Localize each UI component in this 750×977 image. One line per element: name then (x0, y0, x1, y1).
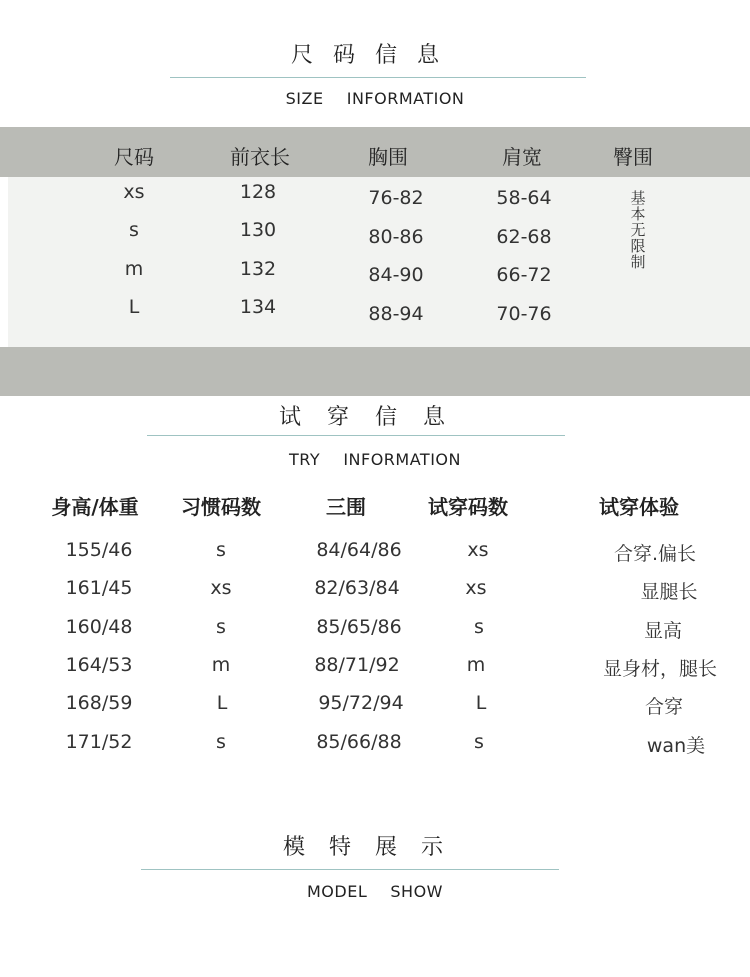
try-header-height-weight: 身高/体重 (51, 495, 139, 519)
hip-note-char: 基 (630, 189, 646, 207)
try-row-feel: 显腿长 (640, 581, 698, 603)
size-row-size: m (124, 258, 144, 280)
size-row-shoulder: 66-72 (496, 264, 552, 286)
size-section-subtitle: SIZE INFORMATION (285, 89, 465, 108)
try-row-try: L (475, 692, 487, 714)
try-row-try: xs (467, 539, 489, 561)
try-row-hw: 161/45 (65, 577, 133, 599)
try-row-habit: s (216, 539, 226, 561)
try-row-habit: s (216, 731, 226, 753)
try-row-hw: 155/46 (65, 539, 133, 561)
try-row-feel: 显身材，腿长 (602, 658, 718, 680)
try-header-experience: 试穿体验 (599, 495, 679, 519)
try-row-habit: s (216, 616, 226, 638)
size-row-chest: 76-82 (368, 187, 424, 209)
hip-note-char: 本 (630, 205, 646, 223)
try-row-feel: 显高 (643, 620, 683, 642)
try-section-subtitle: TRY INFORMATION (289, 450, 461, 469)
model-title-divider (141, 869, 559, 870)
try-row-measure: 82/63/84 (314, 577, 400, 599)
size-section-title: 尺码信息 (290, 43, 459, 68)
try-title-divider (147, 435, 565, 436)
size-row-size: s (129, 219, 139, 241)
size-row-size: L (128, 296, 140, 318)
try-row-feel: wan美 (646, 735, 706, 757)
size-table-footer-band (0, 347, 750, 396)
size-header-hip: 臀围 (613, 145, 653, 169)
size-row-shoulder: 62-68 (496, 226, 552, 248)
size-row-length: 128 (239, 181, 277, 203)
try-row-measure: 85/66/88 (316, 731, 402, 753)
try-row-habit: m (211, 654, 231, 676)
try-row-measure: 88/71/92 (314, 654, 400, 676)
size-row-size: xs (123, 181, 145, 203)
model-section-subtitle: MODEL SHOW (306, 882, 443, 901)
hip-no-limit-note (628, 190, 648, 270)
try-header-tried-size: 试穿码数 (428, 495, 508, 519)
size-row-chest: 84-90 (368, 264, 424, 286)
size-row-chest: 88-94 (368, 303, 424, 325)
size-row-length: 132 (239, 258, 277, 280)
try-row-hw: 168/59 (65, 692, 133, 714)
size-row-shoulder: 70-76 (496, 303, 552, 325)
try-row-hw: 171/52 (65, 731, 133, 753)
try-row-try: m (466, 654, 486, 676)
size-header-length: 前衣长 (230, 145, 290, 169)
hip-note-char: 无 (630, 221, 646, 239)
try-row-measure: 84/64/86 (316, 539, 402, 561)
size-header-chest: 胸围 (368, 145, 408, 169)
size-title-divider (170, 77, 586, 78)
size-row-chest: 80-86 (368, 226, 424, 248)
try-row-try: xs (465, 577, 487, 599)
size-row-shoulder: 58-64 (496, 187, 552, 209)
try-row-measure: 85/65/86 (316, 616, 402, 638)
size-row-length: 134 (239, 296, 277, 318)
hip-note-char: 限 (630, 237, 646, 255)
try-row-habit: L (216, 692, 228, 714)
try-header-measurements: 三围 (326, 495, 366, 519)
try-row-hw: 160/48 (65, 616, 133, 638)
try-row-feel: 合穿 (644, 696, 684, 718)
size-row-length: 130 (239, 219, 277, 241)
try-row-hw: 164/53 (65, 654, 133, 676)
model-section-title: 模特展示 (282, 835, 467, 860)
try-row-feel: 合穿.偏长 (613, 543, 697, 565)
try-row-try: s (474, 731, 484, 753)
size-header-size: 尺码 (114, 145, 154, 169)
try-row-try: s (474, 616, 484, 638)
try-header-usual-size: 习惯码数 (181, 495, 261, 519)
try-row-habit: xs (210, 577, 232, 599)
try-section-title: 试穿信息 (278, 405, 471, 430)
hip-note-char: 制 (630, 253, 646, 271)
try-row-measure: 95/72/94 (318, 692, 404, 714)
size-header-shoulder: 肩宽 (502, 145, 542, 169)
